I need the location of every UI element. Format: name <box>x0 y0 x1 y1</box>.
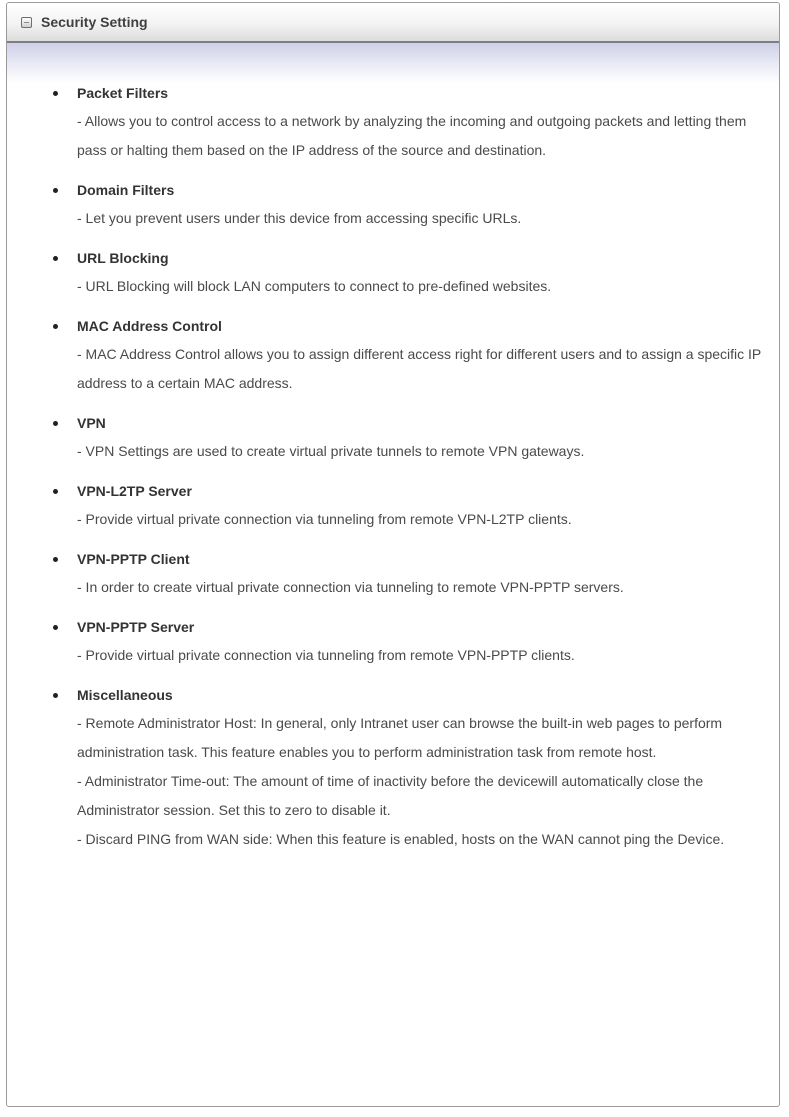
panel-title: Security Setting <box>41 14 148 30</box>
bullet-icon <box>53 489 58 494</box>
feature-description-text: - Remote Administrator Host: In general, only Intranet user can browse the built-in web pages to perform administration task. This feature enables you to perform administration task from remote host. <box>77 715 723 760</box>
feature-description <box>77 107 765 165</box>
feature-description-text: - Administrator Time-out: The amount of time of inactivity before the devicewill automatically close the Administrator session. Set this to zero to disable it. <box>77 773 704 818</box>
feature-description <box>77 340 765 398</box>
feature-item-vpn-pptp-server <box>53 617 765 670</box>
feature-description <box>77 573 765 602</box>
feature-description-text: - MAC Address Control allows you to assign different access right for different users and to assign a specific IP address to a certain MAC address. <box>77 346 762 391</box>
feature-item-domain-filters <box>53 180 765 233</box>
feature-description <box>77 272 765 301</box>
bullet-icon <box>53 256 58 261</box>
panel-collapse-icon[interactable] <box>21 17 32 28</box>
header-shadow <box>7 43 779 83</box>
feature-item-vpn-l2tp-server <box>53 481 765 534</box>
feature-item-vpn <box>53 413 765 466</box>
feature-title: Miscellaneous <box>77 687 173 703</box>
feature-title: Packet Filters <box>77 85 169 101</box>
feature-title: MAC Address Control <box>77 318 222 334</box>
feature-description-text: - Discard PING from WAN side: When this feature is enabled, hosts on the WAN cannot ping the Device. <box>77 831 725 847</box>
feature-description-text: - URL Blocking will block LAN computers to connect to pre-defined websites. <box>77 278 552 294</box>
feature-description-text: - Provide virtual private connection via tunneling from remote VPN-PPTP clients. <box>77 647 575 663</box>
feature-list <box>53 83 765 854</box>
feature-description <box>77 505 765 534</box>
security-setting-panel <box>6 2 780 1107</box>
feature-description-text: - Let you prevent users under this device from accessing specific URLs. <box>77 210 522 226</box>
feature-description <box>77 641 765 670</box>
feature-description <box>77 204 765 233</box>
feature-title: VPN-PPTP Client <box>77 551 190 567</box>
feature-title: VPN-L2TP Server <box>77 483 192 499</box>
feature-item-url-blocking <box>53 248 765 301</box>
feature-title: Domain Filters <box>77 182 175 198</box>
panel-header[interactable] <box>7 3 779 43</box>
feature-item-vpn-pptp-client <box>53 549 765 602</box>
feature-description-text: - In order to create virtual private connection via tunneling to remote VPN-PPTP servers. <box>77 579 624 595</box>
feature-description-text: - VPN Settings are used to create virtual private tunnels to remote VPN gateways. <box>77 443 585 459</box>
feature-title: VPN-PPTP Server <box>77 619 195 635</box>
feature-item-packet-filters <box>53 83 765 165</box>
feature-item-mac-address-control <box>53 316 765 398</box>
bullet-icon <box>53 91 58 96</box>
bullet-icon <box>53 421 58 426</box>
bullet-icon <box>53 557 58 562</box>
bullet-icon <box>53 693 58 698</box>
bullet-icon <box>53 324 58 329</box>
feature-title: VPN <box>77 415 106 431</box>
feature-description <box>77 709 765 854</box>
feature-description-text: - Allows you to control access to a network by analyzing the incoming and outgoing packets and letting them pass or halting them based on the IP address of the source and destination. <box>77 113 747 158</box>
bullet-icon <box>53 188 58 193</box>
feature-item-miscellaneous <box>53 685 765 854</box>
feature-description-text: - Provide virtual private connection via tunneling from remote VPN-L2TP clients. <box>77 511 572 527</box>
feature-title: URL Blocking <box>77 250 169 266</box>
feature-description <box>77 437 765 466</box>
bullet-icon <box>53 625 58 630</box>
feature-list-container <box>7 83 779 854</box>
